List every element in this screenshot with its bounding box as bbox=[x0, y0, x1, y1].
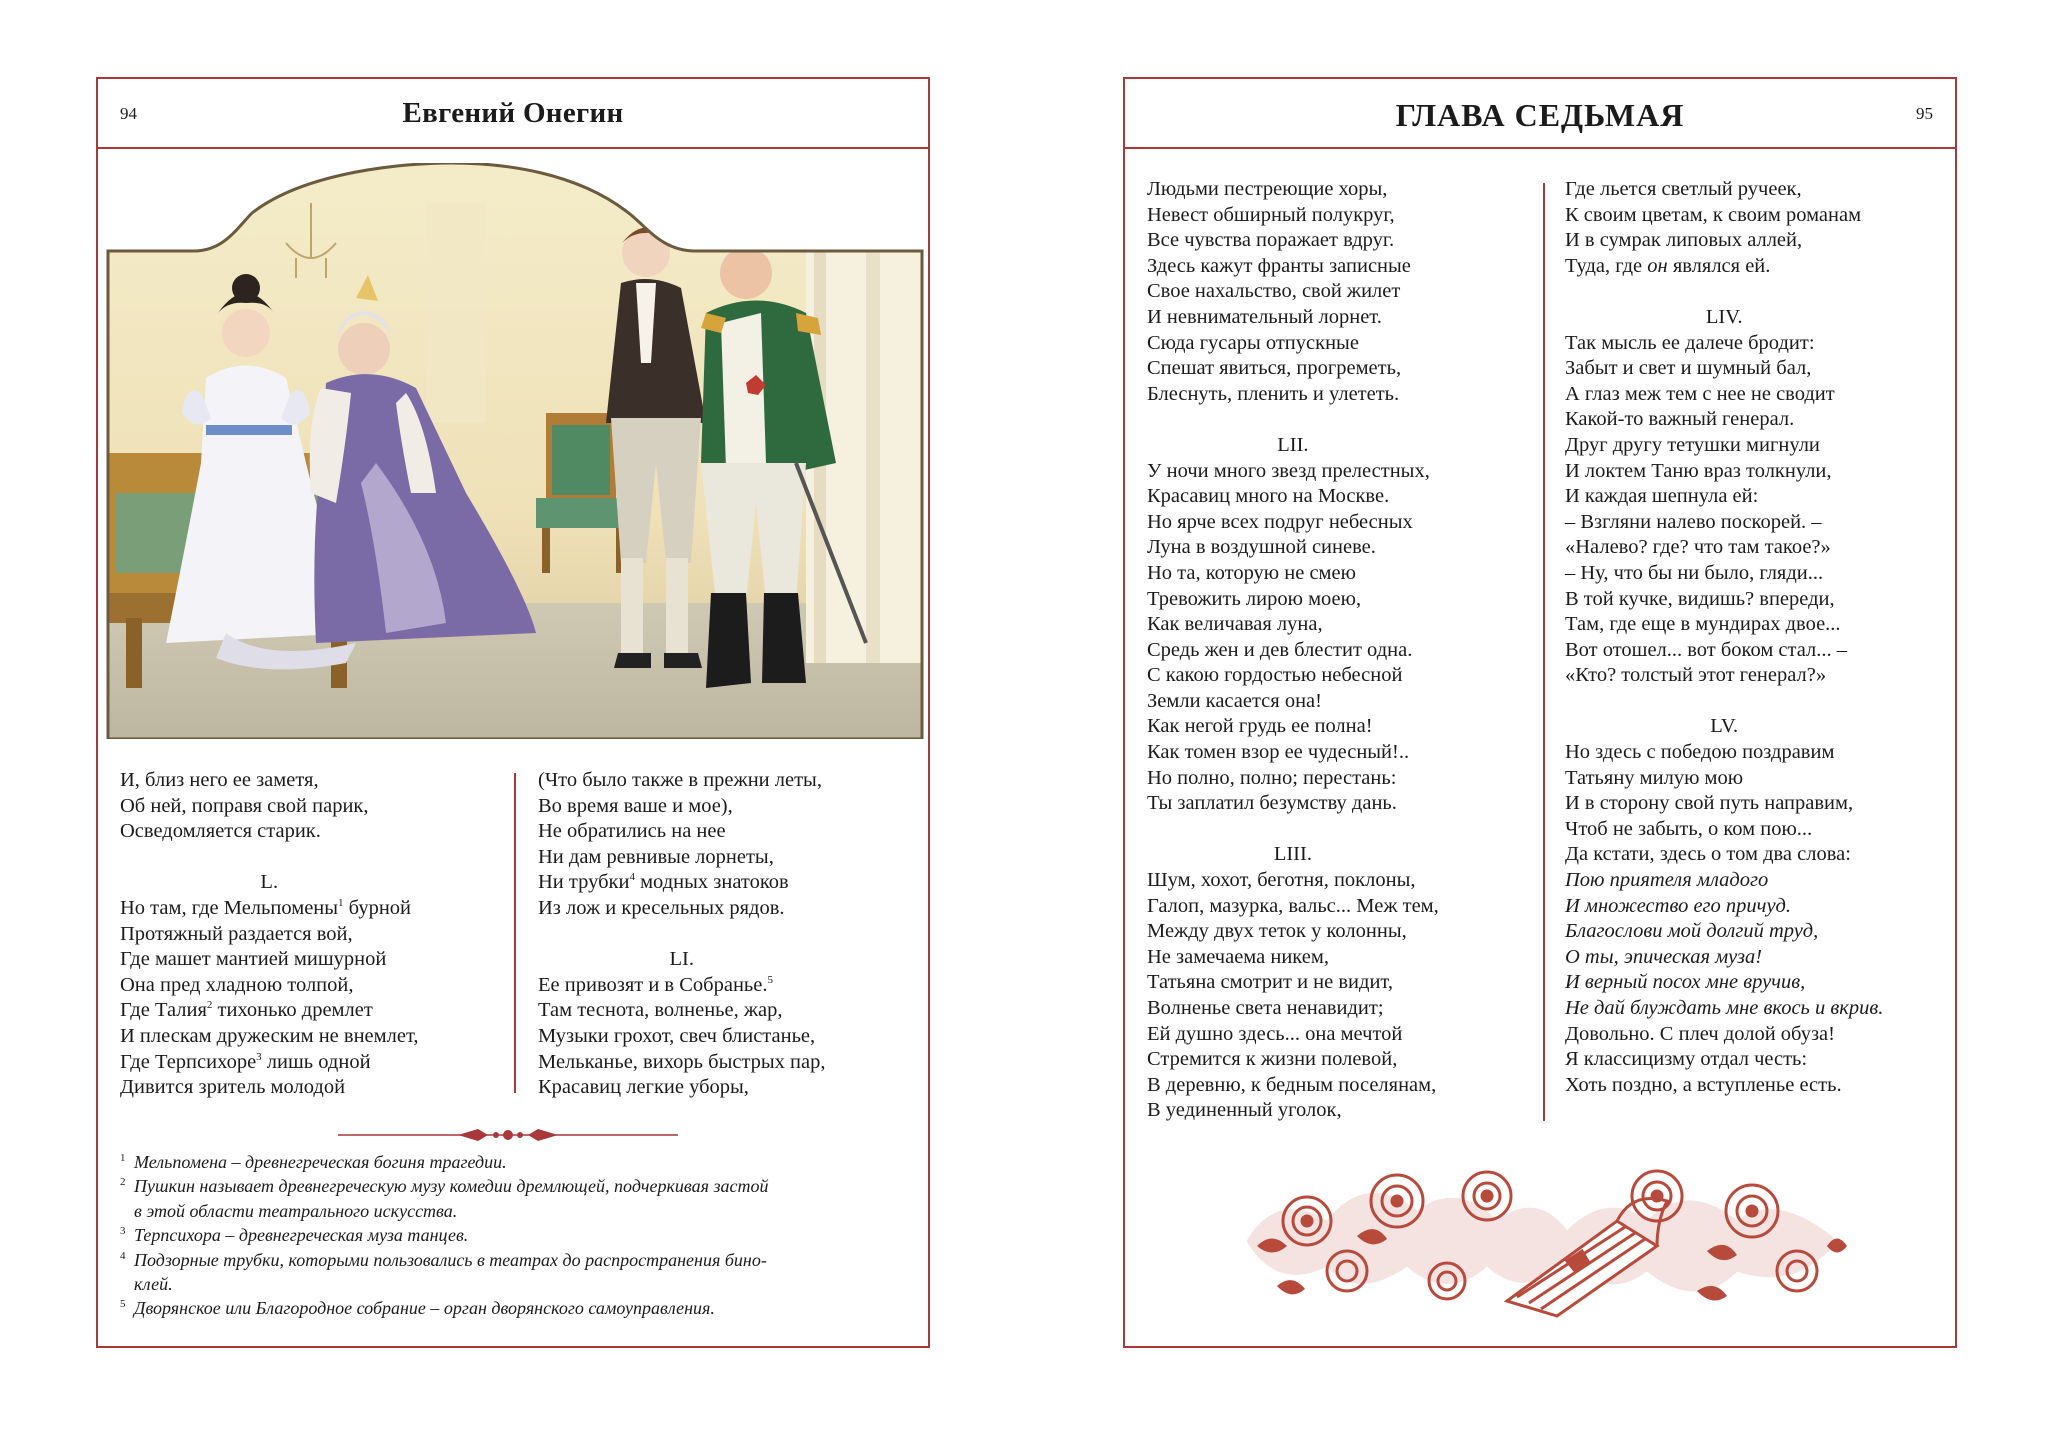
footnote-text: клей. bbox=[134, 1274, 173, 1295]
verse-line bbox=[1565, 842, 1883, 868]
verse-text: Туда, где bbox=[1565, 254, 1648, 277]
verse-line: В уединенный уголок, bbox=[1147, 1099, 1342, 1122]
verse-text: Из лож и кресельных рядов. bbox=[538, 896, 785, 919]
verse-line bbox=[538, 845, 826, 871]
verse-text: И множество его причуд. bbox=[1565, 894, 1791, 917]
verse-line: Стремится к жизни полевой, bbox=[1147, 1048, 1398, 1071]
verse-text: К своим цветам, к своим романам bbox=[1565, 203, 1862, 226]
verse-line: – Ну, что бы ни было, гляди... bbox=[1565, 561, 1824, 584]
verse-text: Довольно. С плеч долой обуза! bbox=[1565, 1022, 1835, 1045]
verse-line: Ей душно здесь... она мечтой bbox=[1147, 1022, 1403, 1045]
verse-line bbox=[1565, 919, 1883, 945]
verse-line: Тревожить лирою моею, bbox=[1147, 587, 1362, 610]
verse-text: Да кстати, здесь о том два слова: bbox=[1565, 843, 1851, 866]
verse-line: Волненье света ненавидит; bbox=[1147, 997, 1384, 1019]
verse-line: Об ней, поправя свой парик, bbox=[120, 794, 369, 817]
verse-line bbox=[1565, 228, 1883, 254]
verse-text: Ни трубки bbox=[538, 871, 630, 894]
verse-line: Но полно, полно; перестань: bbox=[1147, 766, 1397, 789]
verse-text: Пою приятеля младого bbox=[1565, 869, 1769, 892]
verse-line bbox=[538, 870, 826, 896]
verse-line: Сюда гусары отпускные bbox=[1147, 331, 1359, 354]
verse-line: А глаз меж тем с нее не сводит bbox=[1565, 382, 1835, 405]
verse-line bbox=[1565, 817, 1883, 843]
verse-line: Красавиц много на Москве. bbox=[1147, 485, 1390, 508]
verse-line bbox=[1565, 945, 1883, 971]
footnote-number: 3 bbox=[120, 1225, 126, 1238]
verse-line bbox=[1565, 1022, 1883, 1048]
verse-line: Как величавая луна, bbox=[1147, 613, 1323, 636]
verse-text: Дивится зритель молодой bbox=[120, 1076, 346, 1099]
footnote-line bbox=[120, 1199, 910, 1223]
verse-line: Между двух теток у колонны, bbox=[1147, 920, 1407, 943]
verse-text: Я классицизму отдал честь: bbox=[1565, 1048, 1808, 1071]
verse-text: Во время ваше и мое), bbox=[538, 794, 733, 817]
stanza-heading-LV: LV. bbox=[1710, 715, 1739, 738]
verse-line: – Взгляни налево поскорей. – bbox=[1565, 510, 1822, 533]
verse-line bbox=[538, 998, 826, 1024]
stanza-LIII-lines bbox=[1147, 868, 1439, 1124]
verse-line: В деревню, к бедным поселянам, bbox=[1147, 1073, 1437, 1096]
verse-text: Чтоб не забыть, о ком пою... bbox=[1565, 817, 1813, 840]
footnote-ref: 5 bbox=[767, 973, 773, 986]
verse-line: Татьяна смотрит и не видит, bbox=[1147, 971, 1393, 994]
verse-line bbox=[120, 973, 419, 999]
verse-text: Музыки грохот, свеч блистанье, bbox=[538, 1024, 816, 1047]
verse-line: Там, где еще в мундирах двое... bbox=[1565, 613, 1841, 636]
verse-line: И локтем Таню враз толкнули, bbox=[1565, 459, 1832, 482]
verse-line: Как негой грудь ее полна! bbox=[1147, 715, 1373, 738]
verse-line: Луна в воздушной синеве. bbox=[1147, 536, 1376, 559]
verse-line: В той кучке, видишь? впереди, bbox=[1565, 587, 1835, 610]
verse-line: Так мысль ее далече бродит: bbox=[1565, 331, 1815, 354]
verse-line: Шум, хохот, беготня, поклоны, bbox=[1147, 869, 1416, 892]
footnote-line bbox=[120, 1272, 910, 1296]
verse-text-after: являлся ей. bbox=[1667, 254, 1771, 277]
footnote-ref: 2 bbox=[206, 999, 213, 1012]
chapter-title: ГЛАВА СЕДЬМАЯ bbox=[1395, 97, 1685, 133]
verse-text: Хоть поздно, а вступленье есть. bbox=[1565, 1073, 1842, 1096]
footnote-text: в этой области театрального искусства. bbox=[134, 1200, 458, 1221]
verse-line bbox=[1565, 177, 1883, 203]
verse-text: Красавиц легкие уборы, bbox=[538, 1076, 749, 1099]
verse-line: Осведомляется старик. bbox=[120, 820, 321, 843]
footnotes bbox=[120, 1150, 910, 1321]
verse-text: Татьяну милую мою bbox=[1565, 766, 1744, 789]
verse-line: И, близ него ее заметя, bbox=[120, 769, 319, 791]
right-page-column-2 bbox=[1565, 177, 1883, 1098]
continuation-lines bbox=[538, 768, 826, 922]
verse-line: Какой-то важный генерал. bbox=[1565, 408, 1795, 431]
footnote-ref: 3 bbox=[256, 1050, 262, 1063]
verse-line bbox=[538, 896, 826, 922]
verse-line bbox=[538, 819, 826, 845]
verse-line: Средь жен и дев блестит одна. bbox=[1147, 638, 1413, 661]
verse-line: И невнимательный лорнет. bbox=[1147, 305, 1382, 328]
verse-line bbox=[120, 998, 419, 1024]
verse-line: Земли касается она! bbox=[1147, 689, 1322, 712]
verse-line bbox=[538, 1075, 826, 1101]
left-page-column-1 bbox=[120, 768, 419, 1101]
verse-line: Невест обширный полукруг, bbox=[1147, 203, 1395, 226]
verse-text: Но здесь с победою поздравим bbox=[1565, 741, 1835, 764]
stanza-LII-lines bbox=[1147, 459, 1439, 817]
verse-line: Здесь кажут франты записные bbox=[1147, 254, 1411, 277]
right-page-column-1 bbox=[1147, 177, 1439, 1124]
ballroom-illustration bbox=[106, 163, 924, 739]
verse-line: Спешат явиться, прогреметь, bbox=[1147, 357, 1402, 380]
verse-text: Где Терпсихоре bbox=[120, 1050, 257, 1073]
footnote-line bbox=[120, 1223, 910, 1247]
verse-text: Ее привозят и в Собранье. bbox=[538, 973, 768, 996]
verse-text: Протяжный раздается вой, bbox=[120, 922, 353, 945]
verse-line bbox=[120, 1050, 419, 1076]
verse-line bbox=[538, 768, 826, 794]
column-divider bbox=[514, 773, 516, 1093]
footnote-number: 4 bbox=[120, 1249, 126, 1262]
verse-line: И каждая шепнула ей: bbox=[1565, 485, 1759, 508]
stanza-heading-L: L. bbox=[260, 871, 279, 894]
verse-line: Людьми пестреющие хоры, bbox=[1147, 178, 1388, 200]
verse-line bbox=[538, 794, 826, 820]
verse-line: «Кто? толстый этот генерал?» bbox=[1565, 664, 1827, 687]
footnote-number: 5 bbox=[120, 1298, 126, 1311]
verse-line bbox=[1565, 970, 1883, 996]
right-page bbox=[1123, 77, 1957, 1348]
verse-line: Галоп, мазурка, вальс... Меж тем, bbox=[1147, 894, 1439, 917]
verse-line bbox=[120, 1024, 419, 1050]
footnote-ref: 4 bbox=[629, 871, 635, 884]
verse-text: Где машет мантией мишурной bbox=[120, 948, 387, 971]
verse-line: «Налево? где? что там такое?» bbox=[1565, 536, 1831, 559]
verse-line bbox=[1565, 894, 1883, 920]
verse-text-after: лишь одной bbox=[261, 1050, 371, 1073]
verse-line bbox=[1565, 203, 1883, 229]
verse-line bbox=[1565, 740, 1883, 766]
verse-line bbox=[120, 896, 419, 922]
verse-line bbox=[538, 1050, 826, 1076]
verse-text: Там теснота, волненье, жар, bbox=[538, 999, 783, 1022]
verse-text: Она пред хладною толпой, bbox=[120, 973, 354, 996]
verse-line bbox=[1565, 1047, 1883, 1073]
verse-line: Но та, которую не смею bbox=[1147, 561, 1356, 584]
verse-text: Не обратились на нее bbox=[538, 820, 726, 843]
stanza-heading-LIII: LIII. bbox=[1273, 843, 1312, 866]
verse-line bbox=[538, 973, 826, 999]
verse-text-after: бурной bbox=[343, 896, 412, 919]
verse-line bbox=[538, 1024, 826, 1050]
footnote-line bbox=[120, 1150, 910, 1174]
verse-line: У ночи много звезд прелестных, bbox=[1147, 459, 1430, 482]
intro-lines bbox=[1565, 177, 1883, 279]
page-number: 94 bbox=[120, 104, 137, 123]
verse-text: Но там, где Мельпомены bbox=[120, 896, 339, 919]
verse-line: Как томен взор ее чудесный!.. bbox=[1147, 741, 1410, 764]
verse-line: С какою гордостью небесной bbox=[1147, 664, 1403, 687]
verse-line bbox=[1565, 254, 1883, 280]
stanza-LV-lines bbox=[1565, 740, 1883, 1098]
verse-line bbox=[1565, 868, 1883, 894]
left-page-header bbox=[98, 79, 928, 149]
verse-line: Друг другу тетушки мигнули bbox=[1565, 433, 1820, 456]
verse-line bbox=[1565, 1073, 1883, 1099]
footnote-ref: 1 bbox=[338, 896, 344, 909]
verse-line bbox=[120, 922, 419, 948]
footnote-line bbox=[120, 1174, 910, 1198]
stanza-L-lines bbox=[120, 896, 419, 1101]
footnote-text: Пушкин называет древнегреческую музу комедии дремлющей, подчеркивая застой bbox=[134, 1176, 769, 1197]
footnote-text: Мельпомена – древнегреческая богиня трагедии. bbox=[134, 1152, 507, 1172]
verse-emphasis: он bbox=[1647, 254, 1668, 277]
verse-text-after: тихонько дремлет bbox=[212, 999, 373, 1022]
right-page-header bbox=[1125, 79, 1955, 149]
footnote-text: Терпсихора – древнегреческая муза танцев. bbox=[134, 1225, 469, 1246]
stanza-heading-LI: LI. bbox=[669, 948, 694, 971]
verse-text: И верный посох мне вручив, bbox=[1565, 971, 1806, 994]
verse-text: О ты, эпическая муза! bbox=[1565, 945, 1763, 968]
footnote-text: Дворянское или Благородное собрание – орган дворянского самоуправления. bbox=[134, 1298, 715, 1319]
footnote-number: 2 bbox=[120, 1176, 126, 1189]
verse-text: И в сумрак липовых аллей, bbox=[1565, 229, 1803, 252]
rose-garland-ornament bbox=[1237, 1151, 1849, 1319]
stanza-heading-LII: LII. bbox=[1277, 433, 1309, 456]
footnote-line bbox=[120, 1296, 910, 1320]
verse-line: Свое нахальство, свой жилет bbox=[1147, 280, 1401, 303]
verse-line: Забыт и свет и шумный бал, bbox=[1565, 357, 1812, 380]
verse-line bbox=[120, 947, 419, 973]
verse-text: Благослови мой долгий труд, bbox=[1565, 920, 1819, 943]
stanza-LI-lines bbox=[538, 973, 826, 1101]
footnote-number: 1 bbox=[120, 1152, 126, 1164]
verse-line: Все чувства поражает вдруг. bbox=[1147, 229, 1395, 252]
verse-line: Но ярче всех подруг небесных bbox=[1147, 510, 1413, 533]
verse-line: Блеснуть, пленить и улететь. bbox=[1147, 382, 1400, 405]
intro-lines bbox=[1147, 177, 1439, 407]
running-title: Евгений Онегин bbox=[402, 97, 624, 129]
verse-text: Не дай блуждать мне вкось и вкрив. bbox=[1565, 997, 1884, 1019]
verse-line: Не замечаема никем, bbox=[1147, 945, 1329, 968]
left-page bbox=[96, 77, 930, 1348]
footnote-line bbox=[120, 1248, 910, 1272]
verse-text: Где Талия bbox=[120, 999, 207, 1022]
verse-line bbox=[120, 1075, 419, 1101]
footnote-text: Подзорные трубки, которыми пользовались в театрах до распространения бино- bbox=[134, 1249, 767, 1270]
verse-text: И в сторону свой путь направим, bbox=[1565, 792, 1854, 815]
verse-text: Мельканье, вихорь быстрых пар, bbox=[538, 1050, 826, 1073]
stanza-heading-LIV: LIV. bbox=[1705, 305, 1743, 328]
left-page-column-2 bbox=[538, 768, 826, 1101]
verse-line bbox=[1565, 996, 1883, 1022]
verse-text: Ни дам ревнивые лорнеты, bbox=[538, 845, 774, 868]
verse-text-after: модных знатоков bbox=[634, 871, 789, 894]
verse-line bbox=[1565, 766, 1883, 792]
stanza-LIV-lines bbox=[1565, 331, 1883, 689]
verse-line bbox=[1565, 791, 1883, 817]
verse-text: И плескам дружеским не внемлет, bbox=[120, 1024, 419, 1047]
verse-line: Вот отошел... вот боком стал... – bbox=[1565, 638, 1847, 661]
footnote-divider-ornament bbox=[338, 1125, 678, 1145]
verse-text: (Что было также в прежни леты, bbox=[538, 769, 822, 791]
verse-text: Где льется светлый ручеек, bbox=[1565, 178, 1802, 200]
page-number: 95 bbox=[1916, 104, 1933, 123]
verse-line: Ты заплатил безумству дань. bbox=[1147, 792, 1397, 815]
column-divider bbox=[1543, 183, 1545, 1121]
